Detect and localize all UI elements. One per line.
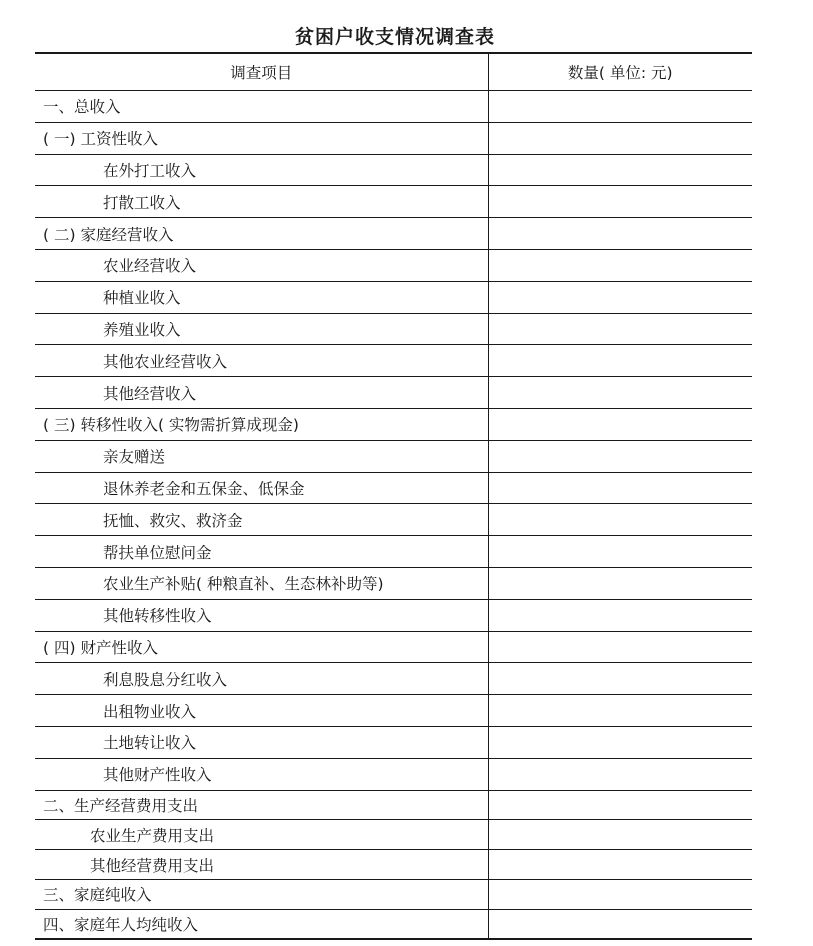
table-row	[35, 313, 752, 345]
table-row	[35, 820, 752, 850]
table-row	[35, 850, 752, 880]
table-row	[35, 91, 752, 123]
item-label-cell: 打散工收入	[35, 186, 488, 218]
amount-cell	[488, 695, 752, 727]
item-label-cell: 抚恤、救灾、救济金	[35, 504, 488, 536]
table-row	[35, 281, 752, 313]
income-expense-table	[35, 52, 752, 940]
amount-cell	[488, 313, 752, 345]
amount-cell	[488, 472, 752, 504]
table-row	[35, 536, 752, 568]
table-row	[35, 186, 752, 218]
amount-cell	[488, 440, 752, 472]
table-row	[35, 631, 752, 663]
amount-cell	[488, 281, 752, 313]
amount-cell	[488, 879, 752, 909]
item-label-cell: 亲友赠送	[35, 440, 488, 472]
item-label-cell: 农业生产补贴( 种粮直补、生态林补助等)	[35, 567, 488, 599]
amount-cell	[488, 154, 752, 186]
table-row	[35, 154, 752, 186]
amount-cell	[488, 536, 752, 568]
table-row	[35, 408, 752, 440]
document-title: 贫困户收支情况调查表	[294, 26, 495, 48]
amount-cell	[488, 758, 752, 790]
item-label-cell: 三、家庭纯收入	[35, 879, 488, 909]
item-label-cell: 其他财产性收入	[35, 758, 488, 790]
amount-cell	[488, 91, 752, 123]
amount-cell	[488, 408, 752, 440]
amount-cell	[488, 820, 752, 850]
item-label-cell: ( 一) 工资性收入	[35, 122, 488, 154]
table-row	[35, 663, 752, 695]
item-label-cell: 帮扶单位慰问金	[35, 536, 488, 568]
table-row	[35, 758, 752, 790]
amount-cell	[488, 218, 752, 250]
item-label-cell: 其他经营收入	[35, 377, 488, 409]
table-row	[35, 909, 752, 939]
table-body	[35, 91, 752, 940]
amount-cell	[488, 377, 752, 409]
table-row	[35, 695, 752, 727]
item-label-cell: 其他转移性收入	[35, 599, 488, 631]
table-row	[35, 504, 752, 536]
table-row	[35, 790, 752, 820]
table-row	[35, 472, 752, 504]
amount-cell	[488, 850, 752, 880]
table-row	[35, 726, 752, 758]
amount-cell	[488, 599, 752, 631]
item-label-cell: ( 四) 财产性收入	[35, 631, 488, 663]
amount-cell	[488, 909, 752, 939]
amount-cell	[488, 631, 752, 663]
item-label-cell: 四、家庭年人均纯收入	[35, 909, 488, 939]
item-label-cell: 出租物业收入	[35, 695, 488, 727]
item-label-cell: 利息股息分红收入	[35, 663, 488, 695]
table-header-row	[35, 53, 752, 91]
item-label-cell: 其他农业经营收入	[35, 345, 488, 377]
table-row	[35, 122, 752, 154]
item-label-cell: 退休养老金和五保金、低保金	[35, 472, 488, 504]
table-row	[35, 567, 752, 599]
item-label-cell: 农业生产费用支出	[35, 820, 488, 850]
table-row	[35, 249, 752, 281]
item-label-cell: 其他经营费用支出	[35, 850, 488, 880]
item-label-cell: 土地转让收入	[35, 726, 488, 758]
column-header-quantity: 数量( 单位: 元)	[567, 64, 673, 82]
item-label-cell: 养殖业收入	[35, 313, 488, 345]
item-label-cell: ( 三) 转移性收入( 实物需折算成现金)	[35, 408, 488, 440]
column-header-item: 调查项目	[35, 53, 488, 91]
table-row	[35, 879, 752, 909]
amount-cell	[488, 345, 752, 377]
amount-cell	[488, 663, 752, 695]
table-row	[35, 599, 752, 631]
item-label-cell: 种植业收入	[35, 281, 488, 313]
amount-cell	[488, 186, 752, 218]
amount-cell	[488, 504, 752, 536]
amount-cell	[488, 726, 752, 758]
amount-cell	[488, 249, 752, 281]
item-label-cell: ( 二) 家庭经营收入	[35, 218, 488, 250]
item-label-cell: 一、总收入	[35, 91, 488, 123]
table-row	[35, 218, 752, 250]
amount-cell	[488, 122, 752, 154]
table-row	[35, 440, 752, 472]
table-row	[35, 377, 752, 409]
item-label-cell: 在外打工收入	[35, 154, 488, 186]
table-row	[35, 345, 752, 377]
amount-cell	[488, 790, 752, 820]
item-label-cell: 二、生产经营费用支出	[35, 790, 488, 820]
amount-cell	[488, 567, 752, 599]
item-label-cell: 农业经营收入	[35, 249, 488, 281]
